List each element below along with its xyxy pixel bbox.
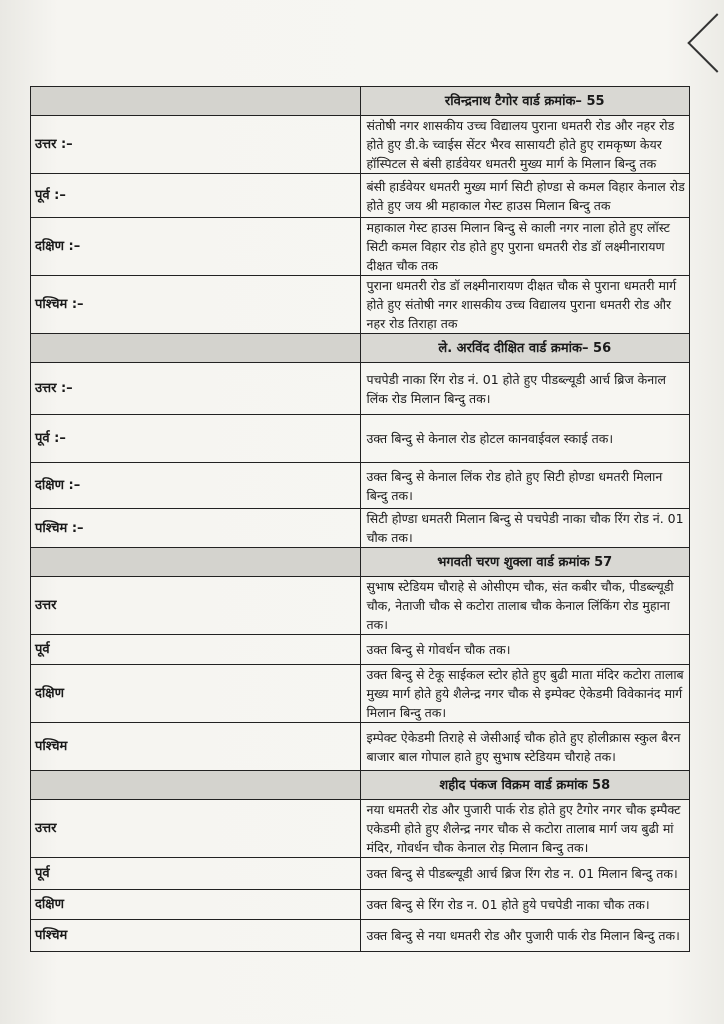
table-row xyxy=(31,635,690,665)
table-row xyxy=(31,858,690,890)
boundary-text: सिटी होण्डा धमतरी मिलान बिन्दु से पचपेडी नाका चौक रिंग रोड नं. 01 चौक तक। xyxy=(360,509,690,548)
direction-label: दक्षिण xyxy=(31,665,361,723)
ward-boundary-table xyxy=(30,86,690,952)
ward-header-56 xyxy=(31,334,690,363)
table-row xyxy=(31,116,690,174)
table-row xyxy=(31,363,690,415)
ward-title: भगवती चरण शुक्ला वार्ड क्रमांक 57 xyxy=(360,548,690,577)
boundary-text: पचपेडी नाका रिंग रोड नं. 01 होते हुए पीडब्ल्यूडी आर्च ब्रिज केनाल लिंक रोड मिलान बिन्दु तक। xyxy=(360,363,690,415)
boundary-text: उक्त बिन्दु से केनाल लिंक रोड होते हुए सिटी होण्डा धमतरी मिलान बिन्दु तक। xyxy=(360,463,690,509)
boundary-text: सुभाष स्टेडियम चौराहे से ओसीएम चौक, संत कबीर चौक, पीडब्ल्यूडी चौक, नेताजी चौक से कटोरा तालाब चौक केनाल लिंकिंग रोड मुहाना तक। xyxy=(360,577,690,635)
direction-label: पूर्व :– xyxy=(31,415,361,463)
direction-label: पूर्व xyxy=(31,858,361,890)
boundary-text: बंसी हार्डवेयर धमतरी मुख्य मार्ग सिटी होण्डा से कमल विहार केनाल रोड होते हुए जय श्री महाकाल गेस्ट हाउस मिलान बिन्दु तक xyxy=(360,174,690,218)
direction-label: उत्तर :– xyxy=(31,363,361,415)
boundary-text: पुराना धमतरी रोड डॉ लक्ष्मीनारायण दीक्षत चौक से पुराना धमतरी मार्ग होते हुए संतोषी नगर शासकीय उच्च विद्यालय पुराना धमतरी रोड और नहर रोड तिराहा तक xyxy=(360,276,690,334)
direction-label: दक्षिण xyxy=(31,890,361,920)
table-row xyxy=(31,920,690,952)
table-row xyxy=(31,218,690,276)
table-row xyxy=(31,577,690,635)
boundary-text: उक्त बिन्दु से रिंग रोड न. 01 होते हुये पचपेडी नाका चौक तक। xyxy=(360,890,690,920)
ward-title: शहीद पंकज विक्रम वार्ड क्रमांक 58 xyxy=(360,771,690,800)
direction-label: दक्षिण :– xyxy=(31,218,361,276)
boundary-text: उक्त बिन्दु से गोवर्धन चौक तक। xyxy=(360,635,690,665)
boundary-text: उक्त बिन्दु से पीडब्ल्यूडी आर्च ब्रिज रिंग रोड न. 01 मिलान बिन्दु तक। xyxy=(360,858,690,890)
direction-label: उत्तर :– xyxy=(31,116,361,174)
direction-label: पूर्व :– xyxy=(31,174,361,218)
boundary-text: उक्त बिन्दु से नया धमतरी रोड और पुजारी पार्क रोड मिलान बिन्दु तक। xyxy=(360,920,690,952)
boundary-text: उक्त बिन्दु से टेकू साईकल स्टोर होते हुए बुढी माता मंदिर कटोरा तालाब मुख्य मार्ग होते हुये शैलेन्द्र नगर चौक से इम्पेक्ट ऐकेडमी विवेकानंद मार्ग मिलान बिन्दु तक। xyxy=(360,665,690,723)
table-row xyxy=(31,276,690,334)
table-row xyxy=(31,509,690,548)
direction-label: उत्तर xyxy=(31,800,361,858)
table-row xyxy=(31,174,690,218)
ward-title: रविन्द्रनाथ टैगोर वार्ड क्रमांक– 55 xyxy=(360,87,690,116)
table-row xyxy=(31,665,690,723)
direction-label: दक्षिण :– xyxy=(31,463,361,509)
boundary-text: इम्पेक्ट ऐकेडमी तिराहे से जेसीआई चौक होते हुए होलीक्रास स्कुल बैरन बाजार बाल गोपाल हाते हुए सुभाष स्टेडियम चौराहे तक। xyxy=(360,723,690,771)
boundary-text: महाकाल गेस्ट हाउस मिलान बिन्दु से काली नगर नाला होते हुए लॉस्ट सिटी कमल विहार रोड होते हुए पुराना धमतरी रोड डॉ लक्ष्मीनारायण दीक्षत चौक तक xyxy=(360,218,690,276)
boundary-text: उक्त बिन्दु से केनाल रोड होटल कानवाईवल स्काई तक। xyxy=(360,415,690,463)
table-row xyxy=(31,890,690,920)
page-corner-mark xyxy=(687,13,724,72)
table-row xyxy=(31,415,690,463)
table-row xyxy=(31,463,690,509)
direction-label: पश्चिम xyxy=(31,723,361,771)
direction-label: पश्चिम xyxy=(31,920,361,952)
ward-header-58 xyxy=(31,771,690,800)
direction-label: उत्तर xyxy=(31,577,361,635)
ward-header-57 xyxy=(31,548,690,577)
ward-header-55 xyxy=(31,87,690,116)
direction-label: पश्चिम :– xyxy=(31,509,361,548)
boundary-text: नया धमतरी रोड और पुजारी पार्क रोड होते हुए टैगोर नगर चौक इम्पैक्ट एकेडमी होते हुए शैलेन्द्र नगर चौक से कटोरा तालाब मार्ग जय बुढी मां मंदिर, गोवर्धन चौक केनाल रोड़ मिलान बिन्दु तक। xyxy=(360,800,690,858)
direction-label: पश्चिम :– xyxy=(31,276,361,334)
ward-title: ले. अरविंद दीक्षित वार्ड क्रमांक– 56 xyxy=(360,334,690,363)
direction-label: पूर्व xyxy=(31,635,361,665)
table-row xyxy=(31,800,690,858)
boundary-text: संतोषी नगर शासकीय उच्च विद्यालय पुराना धमतरी रोड और नहर रोड होते हुए डी.के च्वाईस सेंटर भैरव सासायटी होते हुए रामकृष्ण केयर हॉस्पिटल से बंसी हार्डवेयर धमतरी मुख्य मार्ग के मिलान बिन्दु तक xyxy=(360,116,690,174)
table-row xyxy=(31,723,690,771)
